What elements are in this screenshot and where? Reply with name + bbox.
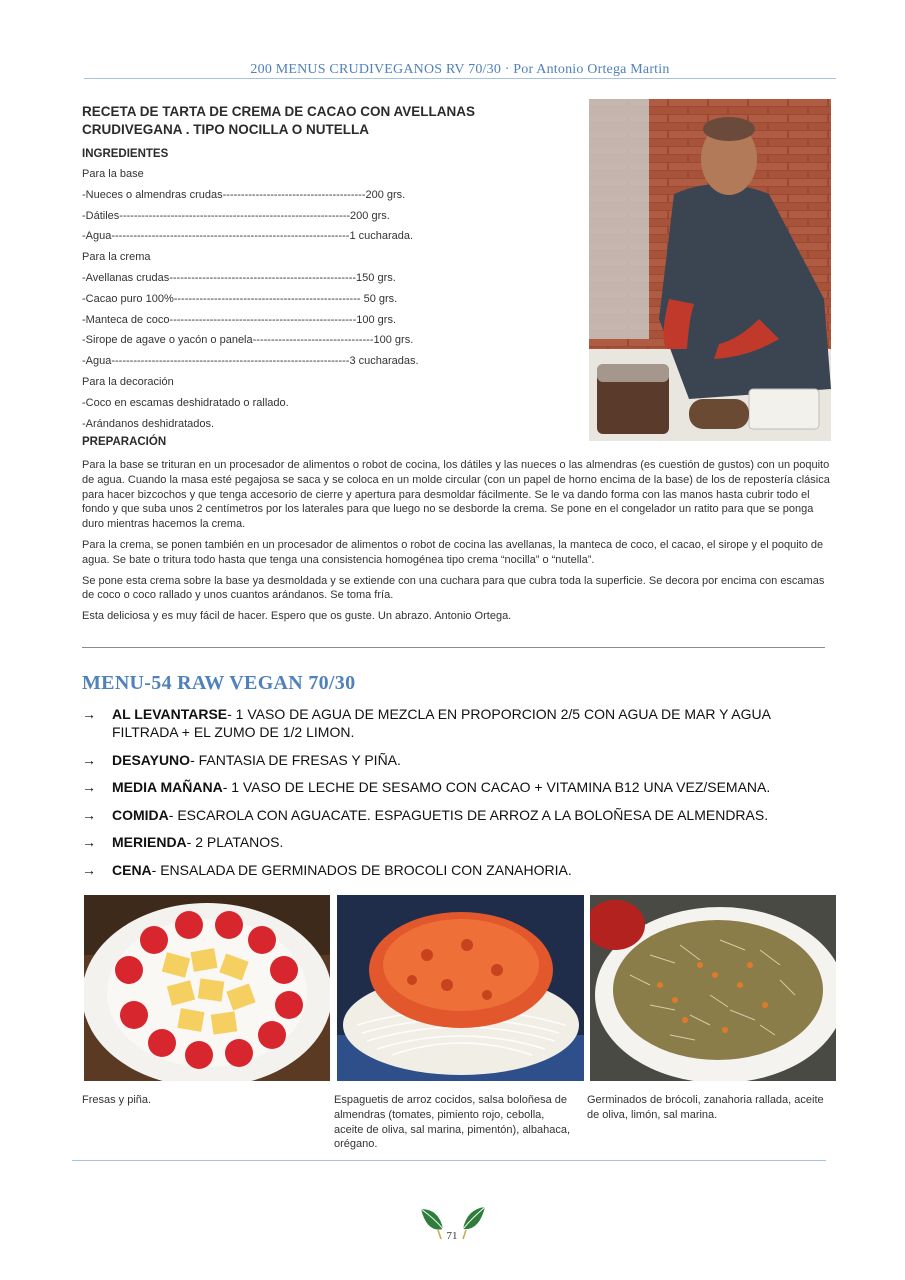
- preparation-paragraph: Para la crema, se ponen también en un procesador de alimentos o robot de cocina las avellanas, la manteca de coco, el cacao, el sirope y el poquito de agua. Se bate o tritura todo hasta que tenga una consistencia homogénea tipo crema “nocilla” o “nutella”.: [82, 538, 824, 566]
- menu-item: [82, 705, 822, 741]
- photo-caption: Espaguetis de arroz cocidos, salsa boloñesa de almendras (tomates, pimiento rojo, cebolla, aceite de oliva, sal marina, pimentón), albahaca, orégano.: [334, 1094, 571, 1151]
- meal-description: - FANTASIA DE FRESAS Y PIÑA.: [190, 751, 401, 768]
- menu-item: [82, 861, 822, 879]
- arrow-right-icon: →: [82, 779, 96, 795]
- menu-item-text: [112, 806, 768, 824]
- ingredient-line: -Agua-----------------------------------------------------------------3 cucharadas.: [82, 355, 419, 368]
- ingredient-line: -Dátiles---------------------------------------------------------------200 grs.: [82, 209, 390, 222]
- header-divider: [84, 78, 836, 79]
- ingredient-line: -Coco en escamas deshidratado o rallado.: [82, 396, 289, 409]
- meal-description: - ESCAROLA CON AGUACATE. ESPAGUETIS DE ARROZ A LA BOLOÑESA DE ALMENDRAS.: [168, 806, 769, 823]
- ingredients-section: [82, 146, 582, 436]
- running-header: 200 MENUS CRUDIVEGANOS RV 70/30 · Por Antonio Ortega Martin: [250, 62, 670, 77]
- meal-name: MEDIA MAÑANA: [112, 779, 223, 795]
- menu-item-text: [112, 705, 822, 741]
- preparation-paragraph: Para la base se trituran en un procesador de alimentos o robot de cocina, los dátiles y las nueces o las almendras (es cuestión de gustos) con un poquito de agua. Cuando la masa esté pegajosa se saca y se coloca en un molde circular (con un papel de horno encima de la base) de los de repostería clásica para hacer bizcochos y que tenga accesorio de cierre y apertura para desmoldar fácilmente. Se le va dando forma con las manos hasta cubrir todo el fondo y que suba unos 2 centímetros por los laterales para que luego no se desborde la crema. Se pone en el congelador un ratito para que se ponga duro mientras hacemos la crema.: [82, 459, 830, 531]
- chef-photo: [589, 99, 831, 441]
- menu-item: [82, 751, 822, 769]
- meal-description: - 1 VASO DE LECHE DE SESAMO CON CACAO + VITAMINA B12 UNA VEZ/SEMANA.: [222, 779, 771, 795]
- meal-description: - 1 VASO DE AGUA DE MEZCLA EN PROPORCION 2/5 CON AGUA DE MAR Y AGUA FILTRADA + EL ZUMO DE 1/2 LIMON.: [112, 706, 771, 740]
- preparation-paragraph: Se pone esta crema sobre la base ya desmoldada y se extiende con una cuchara para que cubra toda la superficie. Se decora por encima con escamas de coco o coco rallado y unos cuantos arándanos. Se toma fría.: [82, 574, 825, 602]
- section-divider: [82, 647, 825, 648]
- spaghetti-bolognese-photo: [337, 895, 584, 1081]
- menu-item-text: [112, 751, 401, 769]
- ingredient-line: -Cacao puro 100%--------------------------------------------------- 50 grs.: [82, 292, 398, 305]
- preparation-text: [82, 458, 830, 630]
- menu-list: [82, 705, 822, 888]
- meal-name: MERIENDA: [112, 834, 187, 850]
- ingredient-line: -Agua-----------------------------------------------------------------1 cucharada.: [82, 230, 414, 243]
- meal-name: COMIDA: [112, 806, 169, 823]
- menu-title: MENU-54 RAW VEGAN 70/30: [82, 672, 356, 694]
- ingredient-line: -Arándanos deshidratados.: [82, 417, 215, 430]
- ingredient-line: -Manteca de coco---------------------------------------------------100 grs.: [82, 313, 396, 326]
- arrow-right-icon: →: [82, 834, 96, 850]
- meal-name: AL LEVANTARSE: [112, 706, 228, 722]
- preparation-heading: PREPARACIÓN: [82, 436, 167, 448]
- photo-caption: Fresas y piña.: [82, 1094, 152, 1106]
- recipe-title: RECETA DE TARTA DE CREMA DE CACAO CON AVELLANAS CRUDIVEGANA . TIPO NOCILLA O NUTELLA: [82, 104, 475, 137]
- photo-caption: Germinados de brócoli, zanahoria rallada, aceite de oliva, limón, sal marina.: [587, 1094, 824, 1121]
- preparation-paragraph: Esta deliciosa y es muy fácil de hacer. Espero que os guste. Un abrazo. Antonio Ortega.: [82, 610, 512, 623]
- menu-item: [82, 806, 822, 824]
- ingredient-line: -Nueces o almendras crudas---------------------------------------200 grs.: [82, 188, 406, 201]
- menu-item-text: [112, 833, 283, 851]
- arrow-right-icon: →: [82, 751, 96, 768]
- ingredient-line: Para la crema: [82, 251, 151, 264]
- meal-name: DESAYUNO: [112, 751, 191, 768]
- arrow-right-icon: →: [82, 861, 96, 878]
- menu-item-text: [112, 778, 770, 796]
- ingredient-line: Para la base: [82, 168, 144, 180]
- broccoli-sprouts-salad-photo: [590, 895, 836, 1081]
- menu-item: [82, 778, 822, 796]
- arrow-right-icon: →: [82, 706, 96, 722]
- page-number: 71: [446, 1230, 458, 1242]
- ingredient-line: Para la decoración: [82, 375, 174, 388]
- meal-name: CENA: [112, 861, 152, 878]
- menu-item: [82, 833, 822, 851]
- footer-divider: [72, 1160, 826, 1161]
- ingredient-line: -Sirope de agave o yacón o panela---------------------------------100 grs.: [82, 334, 414, 347]
- meal-description: - 2 PLATANOS.: [186, 834, 284, 850]
- ingredients-heading: INGREDIENTES: [82, 148, 169, 160]
- arrow-right-icon: →: [82, 806, 96, 823]
- menu-item-text: [112, 861, 572, 879]
- strawberry-pineapple-photo: [84, 895, 330, 1081]
- ingredient-line: -Avellanas crudas---------------------------------------------------150 grs.: [82, 271, 396, 284]
- meal-description: - ENSALADA DE GERMINADOS DE BROCOLI CON ZANAHORIA.: [151, 861, 572, 878]
